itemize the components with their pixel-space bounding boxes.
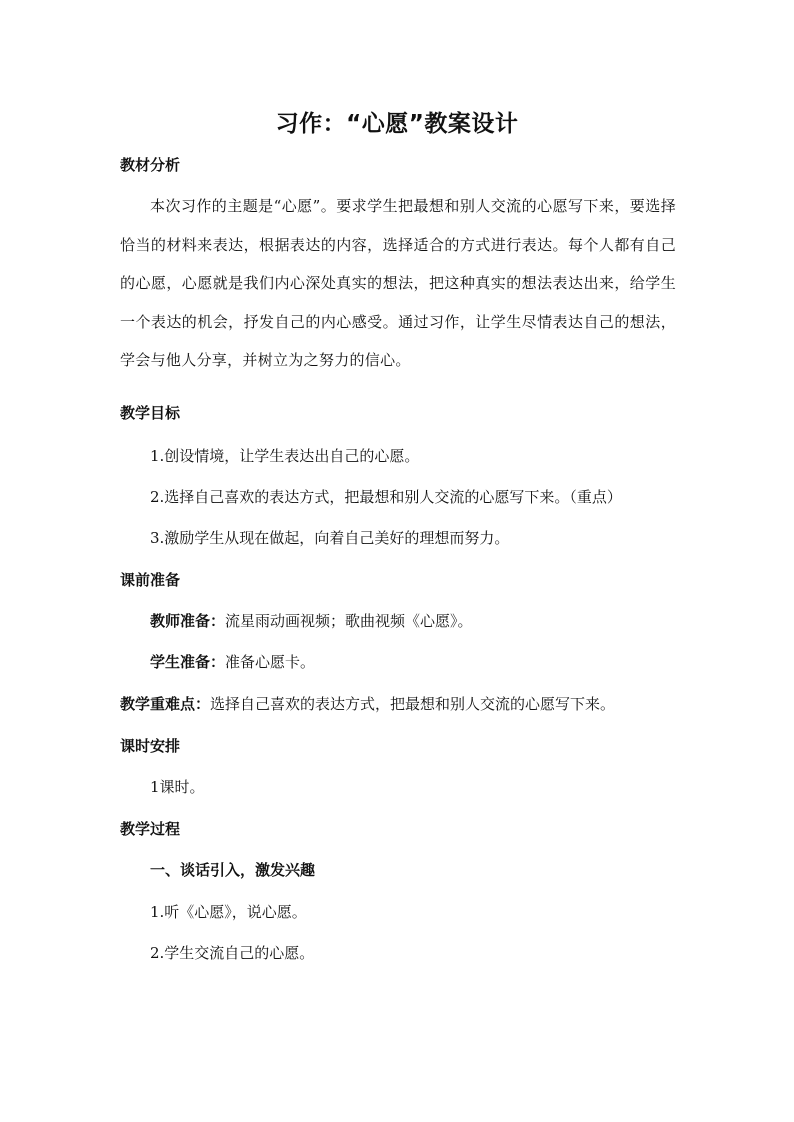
keypoints-label: 教学重难点： bbox=[120, 695, 211, 713]
heading-prep: 课前准备 bbox=[120, 571, 181, 589]
prep-student bbox=[150, 651, 315, 673]
prep-teacher bbox=[150, 610, 473, 632]
keypoints bbox=[120, 693, 615, 715]
heading-analysis: 教材分析 bbox=[120, 156, 181, 174]
goal-item-1: 1.创设情境，让学生表达出自己的心愿。 bbox=[150, 447, 420, 465]
document-title: 习作：“心愿”教案设计 bbox=[275, 111, 519, 137]
keypoints-text: 选择自己喜欢的表达方式，把最想和别人交流的心愿写下来。 bbox=[210, 695, 616, 713]
prep-teacher-text: 流星雨动画视频；歌曲视频《心愿》。 bbox=[225, 612, 473, 630]
goal-item-3: 3.激励学生从现在做起，向着自己美好的理想而努力。 bbox=[150, 529, 510, 547]
process-item-2: 2.学生交流自己的心愿。 bbox=[150, 944, 315, 962]
heading-goals: 教学目标 bbox=[120, 404, 181, 422]
heading-schedule: 课时安排 bbox=[120, 737, 181, 755]
schedule-text: 1课时。 bbox=[150, 778, 205, 796]
prep-student-label: 学生准备： bbox=[150, 653, 226, 671]
heading-process: 教学过程 bbox=[120, 820, 181, 838]
goal-item-2: 2.选择自己喜欢的表达方式，把最想和别人交流的心愿写下来。（重点） bbox=[150, 488, 622, 506]
prep-teacher-label: 教师准备： bbox=[150, 612, 226, 630]
process-item-1: 1.听《心愿》，说心愿。 bbox=[150, 903, 307, 921]
prep-student-text: 准备心愿卡。 bbox=[225, 653, 316, 671]
process-step1-heading: 一、谈话引入，激发兴趣 bbox=[150, 861, 316, 879]
analysis-paragraph: 本次习作的主题是“心愿”。要求学生把最想和别人交流的心愿写下来，要选择恰当的材料来表达，根据表达的内容，选择适合的方式进行表达。每个人都有自己的心愿，心愿就是我们内心深处真实的想法，把这种真实的想法表达出来，给学生一个表达的机会，抒发自己的内心感受。通过习作，让学生尽情表达自己的想法，学会与他人分享，并树立为之努力的信心。 bbox=[120, 197, 676, 369]
